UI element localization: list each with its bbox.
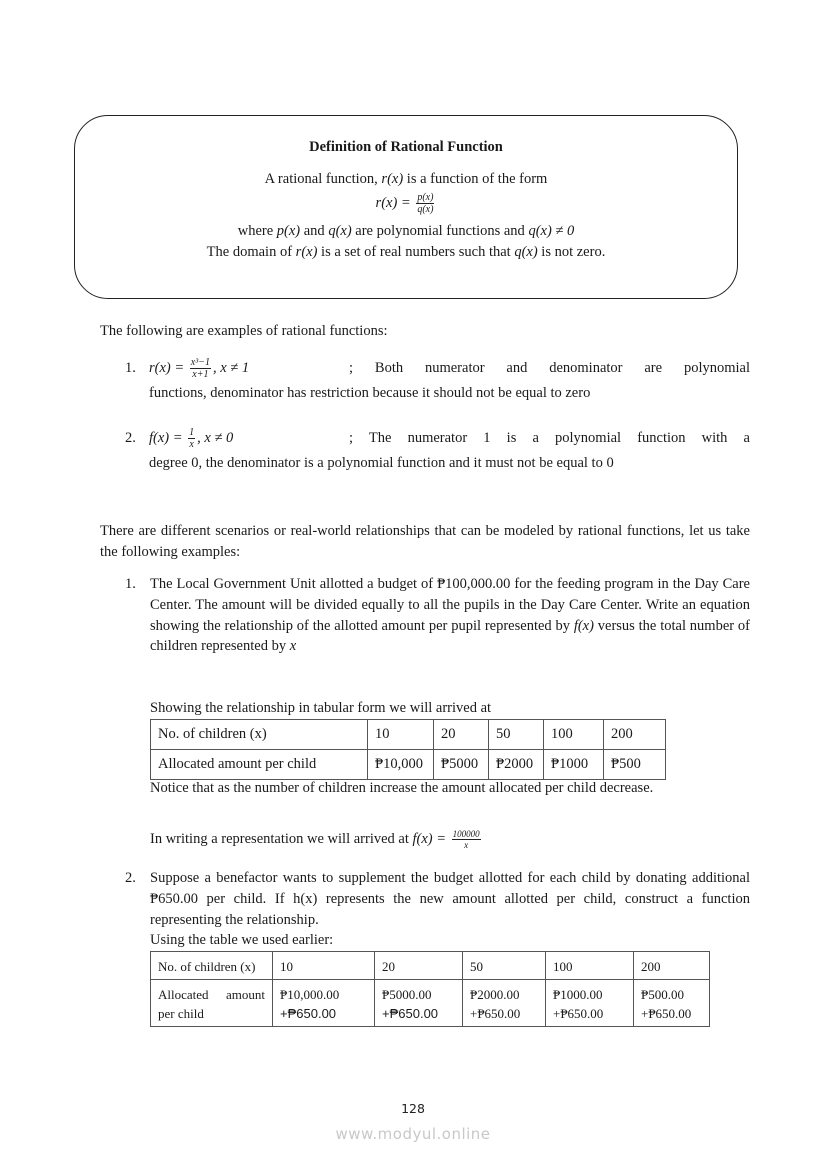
denominator: q(x)	[417, 204, 434, 215]
numerator: x³−1	[190, 357, 210, 369]
definition-line-4	[75, 243, 737, 262]
definition-title: Definition of Rational Function	[309, 139, 503, 155]
table-intro: Showing the relationship in tabular form we will arrived at	[150, 700, 492, 716]
denominator: x	[189, 439, 194, 451]
table-cell: ₱2000	[489, 750, 544, 780]
allocation-table	[150, 719, 666, 780]
addition: +₱650.00	[280, 1006, 337, 1021]
scenarios-intro: There are different scenarios or real-world relationships that can be modeled by rational functions, let us take the following examples:	[100, 523, 750, 560]
examples-intro: The following are examples of rational functions:	[100, 323, 388, 339]
table-cell: 50	[463, 952, 546, 980]
example-description: ; Both numerator and denominator are polynomial	[349, 360, 750, 376]
table-cell: 200	[604, 720, 666, 750]
definition-line-3	[75, 222, 737, 241]
example-formula	[149, 426, 349, 451]
supplement-table	[150, 951, 710, 1027]
formula-lhs: r(x) =	[375, 194, 415, 211]
notice-text: Notice that as the number of children increase the amount allocated per child decrease.	[150, 780, 654, 796]
table-cell	[546, 980, 634, 1027]
watermark: www.modyul.online	[335, 1125, 491, 1143]
numerator: 1	[189, 427, 195, 439]
scenario-item	[125, 868, 750, 950]
definition-box	[74, 115, 738, 299]
row-header: No. of children (x)	[151, 952, 273, 980]
table-row	[151, 720, 666, 750]
variable: r(x)	[295, 244, 318, 260]
amount: ₱2000.00	[470, 987, 520, 1002]
table-cell: 100	[546, 952, 634, 980]
table-cell: ₱10,000	[368, 750, 434, 780]
item-number: 1.	[125, 576, 136, 592]
denominator: x+1	[192, 369, 209, 381]
formula-lhs: r(x) =	[149, 360, 188, 376]
table-cell	[375, 980, 463, 1027]
table-row	[151, 952, 710, 980]
table-row	[151, 750, 666, 780]
restriction: , x ≠ 0	[197, 430, 234, 446]
table-cell: 200	[634, 952, 710, 980]
addition: +₱650.00	[641, 1006, 692, 1021]
text: is a function of the form	[403, 171, 548, 187]
example-item	[125, 356, 750, 406]
representation-text	[150, 829, 483, 850]
variable: q(x)	[514, 244, 538, 260]
item-number: 2.	[125, 430, 136, 446]
text: The Local Government Unit allotted a budget of ₱100,000.00 for the feeding program in the Day Care Center. The amount will be divided equally to all the pupils in the Day Care Center. Write an equation showing the relationship of the allotted amount per pupil represented by	[150, 576, 750, 634]
restriction: , x ≠ 1	[212, 360, 250, 376]
amount: ₱1000.00	[553, 987, 603, 1002]
row-header: Allocated amount per child	[151, 980, 273, 1027]
text: In writing a representation we will arrived at	[150, 831, 413, 847]
item-number: 1.	[125, 360, 136, 376]
denominator: x	[464, 840, 469, 851]
numerator: p(x)	[417, 192, 434, 203]
table-cell: 100	[544, 720, 604, 750]
variable: f(x)	[573, 617, 594, 634]
example-item	[125, 426, 750, 476]
table-row	[151, 980, 710, 1027]
table-cell: 20	[434, 720, 489, 750]
variable: q(x)	[328, 223, 352, 239]
table-cell: 50	[489, 720, 544, 750]
amount: ₱5000.00	[382, 987, 432, 1002]
example-description: ; The numerator 1 is a polynomial function with a	[349, 430, 750, 446]
amount: ₱500.00	[641, 987, 684, 1002]
item-number: 2.	[125, 870, 136, 886]
table-cell: ₱1000	[544, 750, 604, 780]
table-cell: ₱500	[604, 750, 666, 780]
text: is a set of real numbers such that	[317, 244, 515, 260]
text: versus the total number of children represented by	[150, 617, 750, 655]
formula-lhs: f(x) =	[149, 430, 187, 446]
text: The domain of	[206, 244, 296, 260]
scenario-text	[150, 574, 750, 657]
row-header: No. of children (x)	[151, 720, 368, 750]
amount: ₱10,000.00	[280, 987, 340, 1002]
formula-lhs: f(x) =	[412, 831, 450, 847]
table-cell: 10	[368, 720, 434, 750]
addition: +₱650.00	[382, 1006, 439, 1021]
table-cell: 10	[273, 952, 375, 980]
addition: +₱650.00	[553, 1006, 604, 1021]
variable: p(x)	[276, 223, 301, 239]
definition-line-1	[75, 170, 737, 189]
example-description-cont: functions, denominator has restriction because it should not be equal to zero	[149, 385, 591, 401]
variable: r(x)	[381, 171, 404, 187]
page-number: 128	[401, 1101, 425, 1116]
fraction	[452, 829, 481, 850]
addition: +₱650.00	[470, 1006, 521, 1021]
condition: q(x) ≠ 0	[528, 223, 575, 239]
scenario-text: Suppose a benefactor wants to supplement the budget allotted for each child by donating additional ₱650.00 per child. If h(x) represents the new amount allotted per child, construct a function representing the relationship.	[150, 870, 750, 928]
fraction	[416, 192, 434, 215]
table-cell	[273, 980, 375, 1027]
text: is not zero.	[537, 244, 606, 260]
variable: x	[289, 638, 297, 655]
example-description-cont: degree 0, the denominator is a polynomial function and it must not be equal to 0	[149, 455, 614, 471]
table-cell: ₱5000	[434, 750, 489, 780]
text: where	[237, 223, 277, 239]
fraction	[188, 427, 195, 450]
scenario-item	[125, 574, 750, 657]
table-cell: 20	[375, 952, 463, 980]
table-intro: Using the table we used earlier:	[150, 932, 334, 949]
text: and	[300, 223, 329, 239]
example-formula	[149, 356, 349, 381]
text: are polynomial functions and	[351, 223, 529, 239]
row-header: Allocated amount per child	[151, 750, 368, 780]
definition-formula	[75, 192, 737, 215]
numerator: 100000	[452, 829, 480, 840]
table-cell	[463, 980, 546, 1027]
text: A rational function,	[264, 171, 382, 187]
table-cell	[634, 980, 710, 1027]
fraction	[190, 357, 211, 380]
